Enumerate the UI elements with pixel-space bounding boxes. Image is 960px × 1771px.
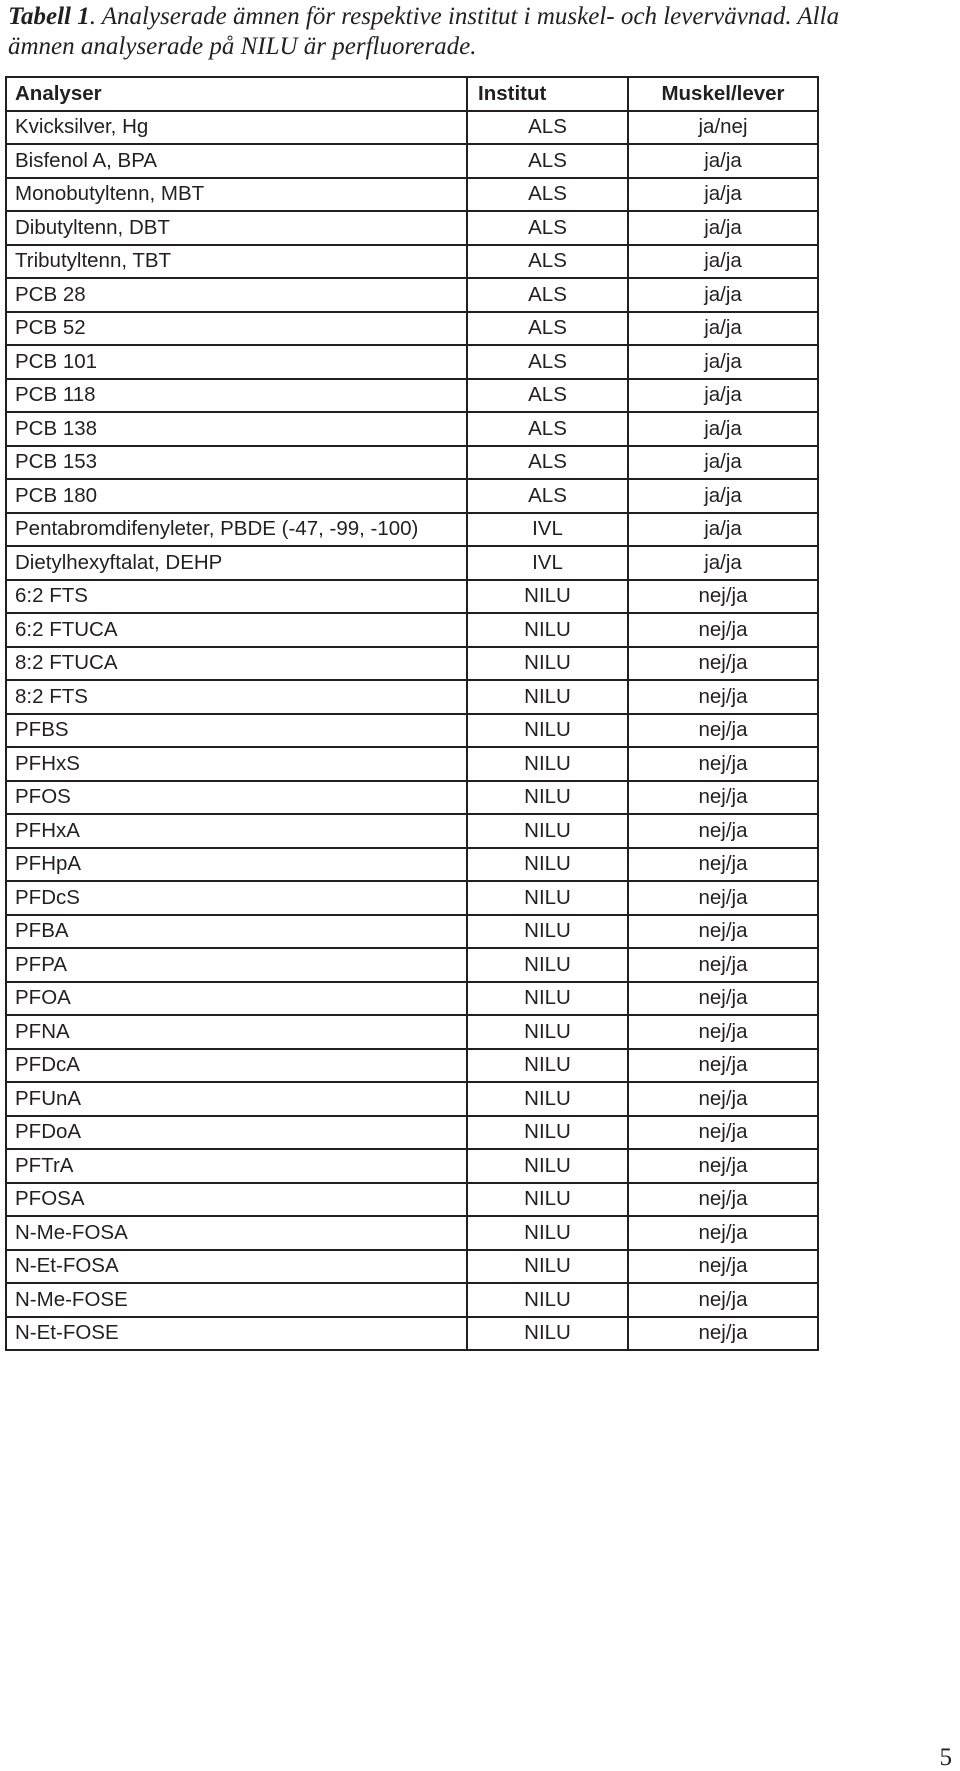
table-row — [6, 747, 818, 781]
table-row — [6, 178, 818, 212]
table-row — [6, 412, 818, 446]
cell-institut: NILU — [467, 1250, 628, 1284]
cell-analys: Kvicksilver, Hg — [6, 111, 467, 145]
analysis-table — [5, 76, 819, 1351]
cell-muskel-lever: ja/ja — [628, 479, 818, 513]
cell-analys: PFDcA — [6, 1049, 467, 1083]
cell-institut: ALS — [467, 345, 628, 379]
cell-muskel-lever: ja/ja — [628, 345, 818, 379]
cell-muskel-lever: nej/ja — [628, 881, 818, 915]
cell-institut: NILU — [467, 1116, 628, 1150]
table-row — [6, 680, 818, 714]
cell-analys: PFOSA — [6, 1183, 467, 1217]
cell-institut: NILU — [467, 1283, 628, 1317]
table-row — [6, 881, 818, 915]
cell-muskel-lever: nej/ja — [628, 982, 818, 1016]
cell-institut: NILU — [467, 814, 628, 848]
table-row — [6, 345, 818, 379]
cell-institut: IVL — [467, 513, 628, 547]
table-row — [6, 1049, 818, 1083]
table-row — [6, 781, 818, 815]
table-row — [6, 982, 818, 1016]
cell-institut: NILU — [467, 580, 628, 614]
cell-muskel-lever: nej/ja — [628, 915, 818, 949]
cell-muskel-lever: nej/ja — [628, 1082, 818, 1116]
table-row — [6, 546, 818, 580]
cell-muskel-lever: nej/ja — [628, 747, 818, 781]
cell-muskel-lever: nej/ja — [628, 1149, 818, 1183]
cell-institut: ALS — [467, 144, 628, 178]
table-row — [6, 1015, 818, 1049]
cell-muskel-lever: nej/ja — [628, 814, 818, 848]
cell-analys: PFBA — [6, 915, 467, 949]
cell-analys: PCB 28 — [6, 278, 467, 312]
cell-analys: PFPA — [6, 948, 467, 982]
table-row — [6, 1116, 818, 1150]
cell-analys: Tributyltenn, TBT — [6, 245, 467, 279]
table-row — [6, 647, 818, 681]
cell-analys: PCB 138 — [6, 412, 467, 446]
cell-institut: NILU — [467, 1015, 628, 1049]
cell-institut: NILU — [467, 680, 628, 714]
table-row — [6, 111, 818, 145]
header-analyser: Analyser — [6, 77, 467, 111]
cell-analys: 8:2 FTUCA — [6, 647, 467, 681]
table-row — [6, 446, 818, 480]
table-row — [6, 1149, 818, 1183]
cell-analys: Monobutyltenn, MBT — [6, 178, 467, 212]
cell-muskel-lever: nej/ja — [628, 1283, 818, 1317]
table-body — [6, 111, 818, 1351]
page-number: 5 — [939, 1744, 952, 1771]
cell-analys: PFTrA — [6, 1149, 467, 1183]
cell-analys: Dietylhexyftalat, DEHP — [6, 546, 467, 580]
table-row — [6, 144, 818, 178]
table-row — [6, 1250, 818, 1284]
table-caption — [8, 2, 908, 62]
cell-institut: NILU — [467, 1149, 628, 1183]
cell-analys: PFOA — [6, 982, 467, 1016]
header-institut: Institut — [467, 77, 628, 111]
cell-muskel-lever: nej/ja — [628, 848, 818, 882]
cell-institut: ALS — [467, 412, 628, 446]
table-row — [6, 211, 818, 245]
cell-analys: PCB 101 — [6, 345, 467, 379]
cell-analys: PFDoA — [6, 1116, 467, 1150]
cell-institut: NILU — [467, 915, 628, 949]
table-row — [6, 1216, 818, 1250]
cell-muskel-lever: nej/ja — [628, 714, 818, 748]
cell-muskel-lever: ja/ja — [628, 312, 818, 346]
table-row — [6, 814, 818, 848]
cell-institut: NILU — [467, 714, 628, 748]
header-muskel-lever: Muskel/lever — [628, 77, 818, 111]
caption-label: Tabell 1 — [8, 3, 90, 30]
cell-muskel-lever: nej/ja — [628, 1116, 818, 1150]
table-row — [6, 580, 818, 614]
cell-analys: 8:2 FTS — [6, 680, 467, 714]
cell-analys: N-Et-FOSE — [6, 1317, 467, 1351]
cell-analys: PCB 153 — [6, 446, 467, 480]
table-row — [6, 245, 818, 279]
cell-analys: PFHpA — [6, 848, 467, 882]
cell-analys: PFNA — [6, 1015, 467, 1049]
cell-muskel-lever: ja/ja — [628, 211, 818, 245]
table-row — [6, 379, 818, 413]
cell-muskel-lever: nej/ja — [628, 680, 818, 714]
cell-muskel-lever: ja/ja — [628, 144, 818, 178]
cell-analys: N-Et-FOSA — [6, 1250, 467, 1284]
cell-muskel-lever: nej/ja — [628, 1216, 818, 1250]
cell-analys: Bisfenol A, BPA — [6, 144, 467, 178]
cell-analys: PCB 118 — [6, 379, 467, 413]
table-row — [6, 513, 818, 547]
cell-analys: 6:2 FTS — [6, 580, 467, 614]
caption-text: . Analyserade ämnen för respektive institut i muskel- och levervävnad. Alla ämnen analyserade på NILU är perfluorerade. — [8, 3, 840, 60]
cell-muskel-lever: ja/ja — [628, 546, 818, 580]
cell-institut: ALS — [467, 178, 628, 212]
cell-institut: NILU — [467, 1082, 628, 1116]
cell-analys: PFBS — [6, 714, 467, 748]
cell-muskel-lever: nej/ja — [628, 948, 818, 982]
cell-analys: N-Me-FOSE — [6, 1283, 467, 1317]
cell-institut: NILU — [467, 1317, 628, 1351]
cell-institut: ALS — [467, 479, 628, 513]
cell-institut: NILU — [467, 982, 628, 1016]
cell-muskel-lever: ja/ja — [628, 412, 818, 446]
table-row — [6, 1317, 818, 1351]
table-header-row — [6, 77, 818, 111]
cell-analys: 6:2 FTUCA — [6, 613, 467, 647]
cell-muskel-lever: ja/ja — [628, 178, 818, 212]
cell-institut: IVL — [467, 546, 628, 580]
cell-institut: ALS — [467, 379, 628, 413]
cell-muskel-lever: nej/ja — [628, 613, 818, 647]
cell-institut: NILU — [467, 781, 628, 815]
cell-muskel-lever: ja/ja — [628, 379, 818, 413]
cell-analys: PFDcS — [6, 881, 467, 915]
cell-muskel-lever: nej/ja — [628, 1049, 818, 1083]
table-row — [6, 948, 818, 982]
table-row — [6, 1283, 818, 1317]
cell-muskel-lever: ja/ja — [628, 513, 818, 547]
cell-muskel-lever: nej/ja — [628, 1015, 818, 1049]
cell-muskel-lever: nej/ja — [628, 781, 818, 815]
cell-institut: ALS — [467, 211, 628, 245]
cell-institut: NILU — [467, 948, 628, 982]
cell-analys: PFOS — [6, 781, 467, 815]
cell-analys: PCB 52 — [6, 312, 467, 346]
cell-analys: PFHxA — [6, 814, 467, 848]
table-row — [6, 714, 818, 748]
cell-analys: Pentabromdifenyleter, PBDE (-47, -99, -100) — [6, 513, 467, 547]
cell-institut: NILU — [467, 1216, 628, 1250]
table-row — [6, 915, 818, 949]
table-row — [6, 479, 818, 513]
cell-institut: NILU — [467, 613, 628, 647]
cell-institut: ALS — [467, 245, 628, 279]
cell-analys: PCB 180 — [6, 479, 467, 513]
cell-institut: NILU — [467, 881, 628, 915]
cell-institut: NILU — [467, 1049, 628, 1083]
cell-analys: Dibutyltenn, DBT — [6, 211, 467, 245]
table-row — [6, 1183, 818, 1217]
cell-institut: NILU — [467, 848, 628, 882]
cell-muskel-lever: nej/ja — [628, 647, 818, 681]
cell-analys: PFUnA — [6, 1082, 467, 1116]
cell-muskel-lever: ja/ja — [628, 245, 818, 279]
cell-institut: ALS — [467, 278, 628, 312]
cell-institut: ALS — [467, 111, 628, 145]
table-row — [6, 1082, 818, 1116]
table-row — [6, 278, 818, 312]
cell-institut: NILU — [467, 1183, 628, 1217]
cell-muskel-lever: nej/ja — [628, 580, 818, 614]
cell-muskel-lever: ja/nej — [628, 111, 818, 145]
cell-muskel-lever: nej/ja — [628, 1183, 818, 1217]
cell-analys: PFHxS — [6, 747, 467, 781]
cell-institut: ALS — [467, 446, 628, 480]
cell-muskel-lever: ja/ja — [628, 278, 818, 312]
cell-institut: NILU — [467, 647, 628, 681]
cell-muskel-lever: ja/ja — [628, 446, 818, 480]
cell-institut: ALS — [467, 312, 628, 346]
cell-institut: NILU — [467, 747, 628, 781]
table-row — [6, 613, 818, 647]
cell-analys: N-Me-FOSA — [6, 1216, 467, 1250]
table-row — [6, 312, 818, 346]
cell-muskel-lever: nej/ja — [628, 1250, 818, 1284]
table-row — [6, 848, 818, 882]
cell-muskel-lever: nej/ja — [628, 1317, 818, 1351]
